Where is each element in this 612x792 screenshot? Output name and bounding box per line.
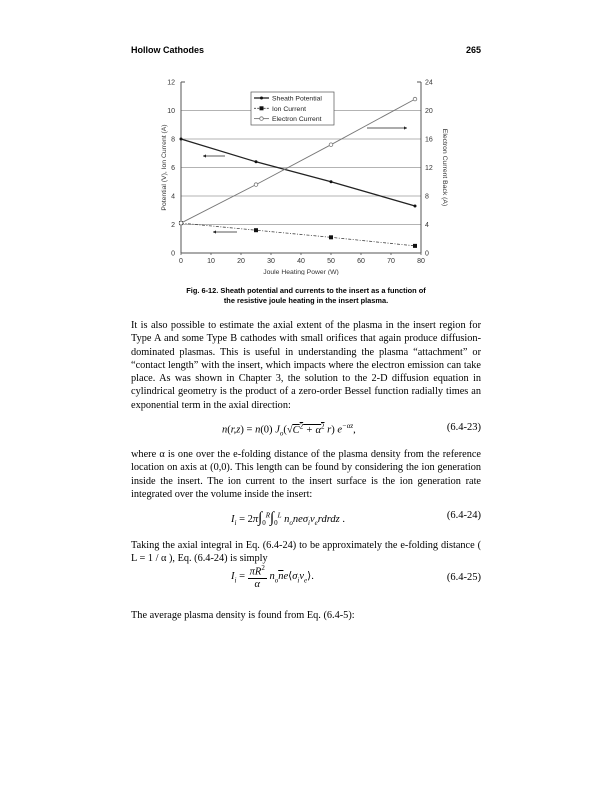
data-point <box>179 221 183 225</box>
equation-expression: $I_i = 2\pi\int_0^R\int_0^L$ $n_one\sigma_iv_erdrdz$ . <box>231 510 345 528</box>
arrowhead-icon <box>404 126 407 129</box>
x-tick-label: 70 <box>387 258 395 265</box>
x-tick-label: 50 <box>327 258 335 265</box>
x-tick-label: 80 <box>417 258 425 265</box>
y-axis-title: Potential (V), Ion Current (A) <box>161 124 168 211</box>
y-tick-label: 6 <box>171 165 175 172</box>
x-tick-label: 10 <box>207 258 215 265</box>
data-point <box>260 117 264 121</box>
caption-line-2: the resistive joule heating in the insert plasma. <box>223 295 389 305</box>
figure-caption <box>131 286 481 305</box>
equation-6-4-25 <box>131 564 481 592</box>
data-point <box>260 106 264 110</box>
chapter-title: Hollow Cathodes <box>131 45 205 55</box>
paragraph-3: Taking the axial integral in Eq. (6.4-24) to be approximately the e-folding distance ( L = 1 / α ), Eq. (6.4-24) is simply <box>131 540 481 565</box>
data-point <box>254 183 258 187</box>
data-point <box>329 235 333 239</box>
x-axis-title: Joule Heating Power (W) <box>263 269 339 275</box>
arrowhead-icon <box>213 230 216 233</box>
y2-axis-title: Electron Current Back (A) <box>441 128 448 207</box>
data-point <box>254 228 258 232</box>
arrowhead-icon <box>203 154 206 157</box>
equation-expression: n(r,z) = n(0) $J_o(√C^2 + \alpha^2$ r) $e^{-\alpha z}$, <box>222 422 356 438</box>
data-point <box>255 160 258 163</box>
equation-number: (6.4-23) <box>446 422 481 433</box>
equation-number: (6.4-24) <box>446 510 481 521</box>
paragraph-4: The average plasma density is found from Eq. (6.4-5): <box>131 610 355 621</box>
data-point <box>413 97 417 101</box>
y-tick-label: 0 <box>171 250 175 258</box>
page-number: 265 <box>465 45 481 55</box>
data-point <box>413 244 417 248</box>
x-tick-label: 30 <box>267 258 275 265</box>
legend-entry: Sheath Potential <box>272 95 322 103</box>
equation-6-4-24 <box>131 506 481 530</box>
legend-entry: Electron Current <box>272 116 322 124</box>
series-line <box>181 223 415 246</box>
line-chart <box>160 75 460 275</box>
data-point <box>260 97 263 100</box>
y2-tick-label: 24 <box>425 79 433 87</box>
y-tick-label: 8 <box>171 136 175 144</box>
y2-tick-label: 4 <box>425 222 429 229</box>
y-tick-label: 12 <box>167 79 175 87</box>
y-tick-label: 2 <box>171 222 175 229</box>
x-tick-label: 20 <box>237 258 245 265</box>
caption-line-1: Fig. 6-12. Sheath potential and currents to the insert as a function of <box>186 286 426 295</box>
y2-tick-label: 8 <box>425 193 429 201</box>
data-point <box>329 143 333 147</box>
data-point <box>414 204 417 207</box>
paragraph-1: It is also possible to estimate the axial extent of the plasma in the insert region for Type A and some Type B cathodes with small orifices that again produce diffusion-dominated plasmas. This is useful in understanding the plasma “attachment” or “contact length” with the insert, which impacts where the electron emission can take place. As was shown in Chapter 3, the solution to the 2-D diffusion equation in cylindrical geometry is the product of a zero-order Bessel function radially times an exponential term in the axial direction: <box>131 320 481 411</box>
data-point <box>330 180 333 183</box>
data-point <box>180 138 183 141</box>
figure-chart <box>160 75 460 275</box>
equation-6-4-23 <box>131 418 481 442</box>
y2-tick-label: 20 <box>425 108 433 115</box>
y-tick-label: 4 <box>171 193 175 201</box>
equation-expression: $I_i$ = $\frac{\pi R^2}{\alpha}$ $n_o\overline{n}e⟨\sigma_iv_e⟩$. <box>231 564 314 590</box>
y2-tick-label: 16 <box>425 136 433 144</box>
y2-tick-label: 0 <box>425 250 429 258</box>
x-tick-label: 40 <box>297 258 305 265</box>
equation-number: (6.4-25) <box>446 572 481 583</box>
y2-tick-label: 12 <box>425 165 433 172</box>
paragraph-2: where α is one over the e-folding distance of the plasma density from the reference location on axis at (0,0). This length can be found by considering the ion generation inside the insert. The ion current to the insert surface is the ion generation rate integrated over the volume inside the insert: <box>131 449 481 500</box>
x-tick-label: 0 <box>179 258 183 265</box>
y-tick-label: 10 <box>167 108 175 115</box>
legend-entry: Ion Current <box>272 105 307 113</box>
x-tick-label: 60 <box>357 258 365 265</box>
